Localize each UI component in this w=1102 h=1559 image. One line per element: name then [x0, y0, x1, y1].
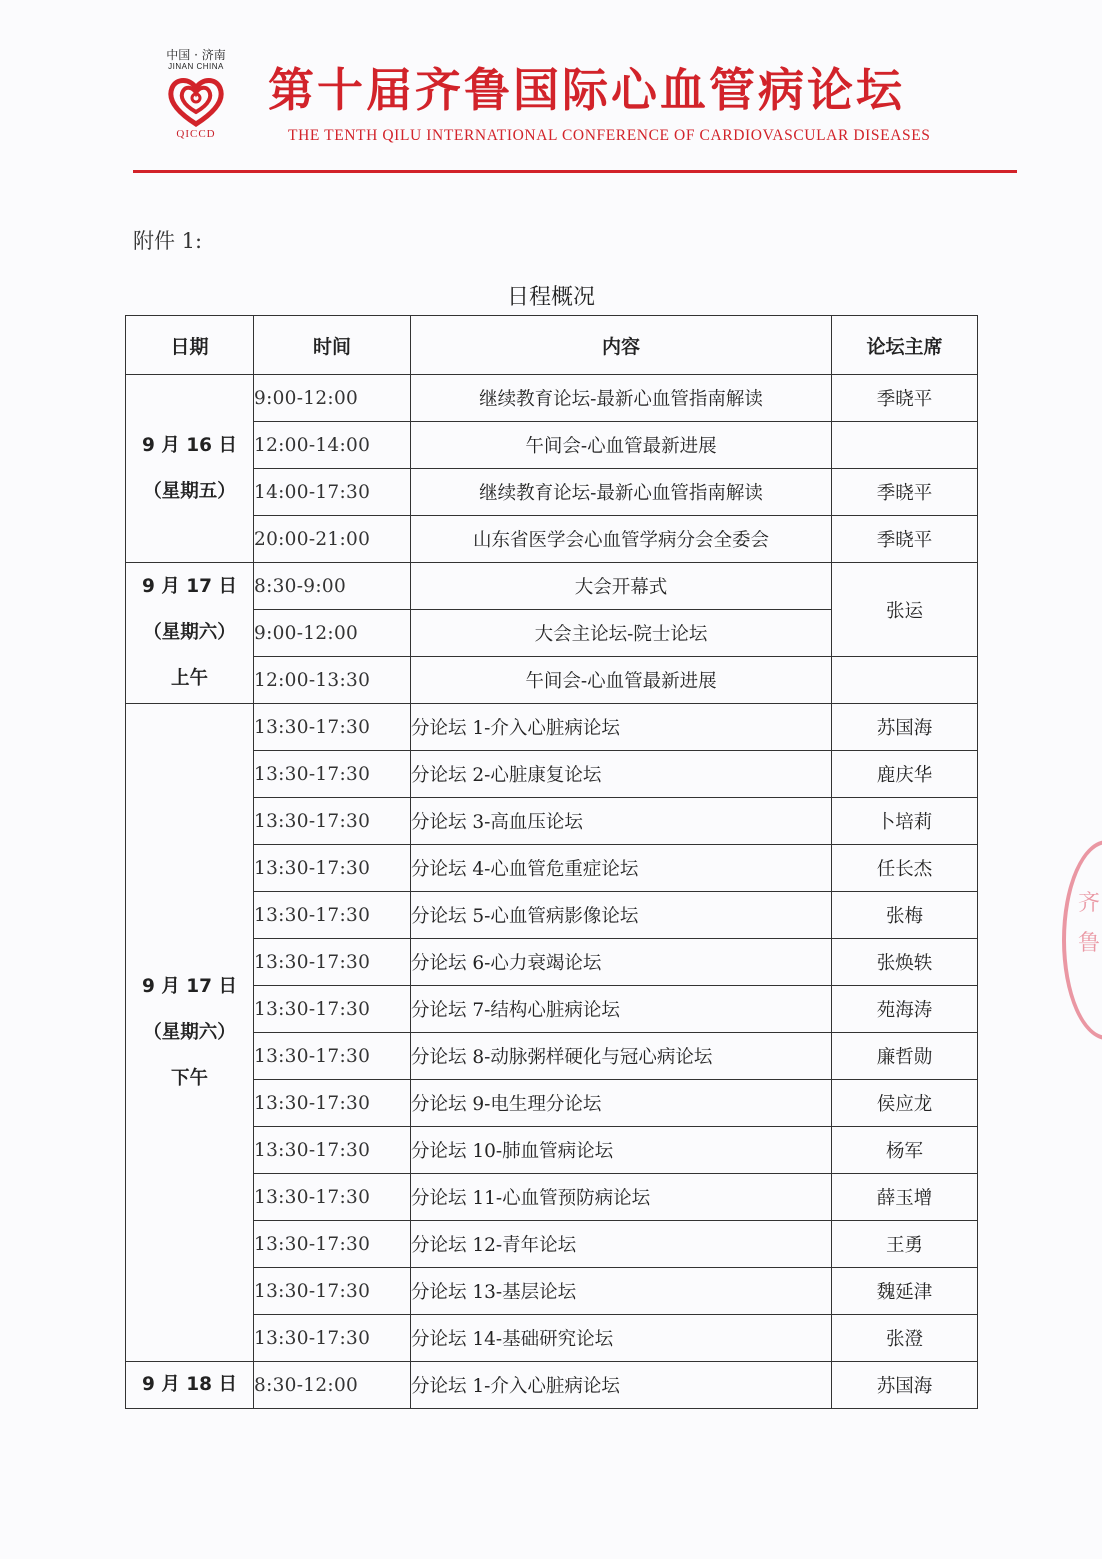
table-title: 日程概况 — [506, 285, 595, 310]
table-row — [126, 892, 978, 939]
chair-cell: 张焕轶 — [832, 939, 978, 986]
content-cell: 大会开幕式 — [411, 563, 832, 610]
chair-cell: 任长杰 — [832, 845, 978, 892]
date-cell-0916 — [126, 375, 254, 563]
time-cell: 13:30-17:30 — [254, 1174, 411, 1221]
conference-subtitle: THE TENTH QILU INTERNATIONAL CONFERENCE OF CARDIOVASCULAR DISEASES — [288, 127, 931, 144]
header-date: 日期 — [126, 316, 254, 375]
content-cell: 分论坛 1-介入心脏病论坛 — [411, 1362, 832, 1409]
date-cell-0918 — [126, 1362, 254, 1409]
time-cell: 13:30-17:30 — [254, 845, 411, 892]
content-cell: 继续教育论坛-最新心血管指南解读 — [411, 469, 832, 516]
date-line: 9 月 17 日 — [142, 576, 237, 597]
chair-cell: 苏国海 — [832, 1362, 978, 1409]
header-time: 时间 — [254, 316, 411, 375]
chair-cell: 张澄 — [832, 1315, 978, 1362]
content-cell: 分论坛 2-心脏康复论坛 — [411, 751, 832, 798]
content-cell: 分论坛 4-心血管危重症论坛 — [411, 845, 832, 892]
header-content: 内容 — [411, 316, 832, 375]
table-row — [126, 1174, 978, 1221]
table-row — [126, 563, 978, 610]
date-cell-0917-pm — [126, 704, 254, 1362]
content-cell: 分论坛 5-心血管病影像论坛 — [411, 892, 832, 939]
table-row — [126, 375, 978, 422]
chair-cell: 季晓平 — [832, 516, 978, 563]
table-row — [126, 1362, 978, 1409]
chair-cell: 鹿庆华 — [832, 751, 978, 798]
letterhead — [0, 0, 1102, 180]
content-cell: 分论坛 12-青年论坛 — [411, 1221, 832, 1268]
content-cell: 分论坛 14-基础研究论坛 — [411, 1315, 832, 1362]
table-row — [126, 986, 978, 1033]
table-row — [126, 1033, 978, 1080]
table-row — [126, 1080, 978, 1127]
time-cell: 8:30-9:00 — [254, 563, 411, 610]
chair-cell: 季晓平 — [832, 469, 978, 516]
header-divider — [133, 170, 1017, 173]
time-cell: 13:30-17:30 — [254, 704, 411, 751]
chair-cell — [832, 422, 978, 469]
content-cell: 分论坛 7-结构心脏病论坛 — [411, 986, 832, 1033]
table-row — [126, 939, 978, 986]
chair-cell: 杨军 — [832, 1127, 978, 1174]
chair-cell — [832, 657, 978, 704]
chair-cell: 薛玉增 — [832, 1174, 978, 1221]
weekday-line: （星期五） — [143, 480, 236, 502]
content-cell: 午间会-心血管最新进展 — [411, 657, 832, 704]
logo-abbr-text: QICCD — [176, 128, 216, 140]
time-cell: 13:30-17:30 — [254, 1268, 411, 1315]
time-cell: 8:30-12:00 — [254, 1362, 411, 1409]
header-chair: 论坛主席 — [832, 316, 978, 375]
content-cell: 分论坛 13-基层论坛 — [411, 1268, 832, 1315]
time-cell: 20:00-21:00 — [254, 516, 411, 563]
time-cell: 13:30-17:30 — [254, 1080, 411, 1127]
attachment-label: 附件 1: — [133, 229, 203, 253]
period-line: 上午 — [170, 668, 208, 689]
content-cell: 分论坛 1-介入心脏病论坛 — [411, 704, 832, 751]
chair-cell: 张运 — [832, 563, 978, 657]
time-cell: 13:30-17:30 — [254, 798, 411, 845]
conference-logo — [150, 48, 242, 140]
table-row — [126, 798, 978, 845]
content-cell: 分论坛 6-心力衰竭论坛 — [411, 939, 832, 986]
table-row — [126, 1315, 978, 1362]
table-row — [126, 516, 978, 563]
table-header-row — [126, 316, 978, 375]
chair-cell: 张梅 — [832, 892, 978, 939]
table-row — [126, 469, 978, 516]
content-cell: 继续教育论坛-最新心血管指南解读 — [411, 375, 832, 422]
chair-cell: 侯应龙 — [832, 1080, 978, 1127]
date-line: 9 月 16 日 — [142, 434, 237, 456]
conference-title: 第十届齐鲁国际心血管病论坛 — [268, 63, 905, 117]
table-row — [126, 1221, 978, 1268]
time-cell: 13:30-17:30 — [254, 892, 411, 939]
content-cell: 分论坛 11-心血管预防病论坛 — [411, 1174, 832, 1221]
schedule-table — [125, 315, 978, 1409]
time-cell: 13:30-17:30 — [254, 1221, 411, 1268]
time-cell: 13:30-17:30 — [254, 986, 411, 1033]
date-line: 9 月 17 日 — [142, 975, 237, 997]
logo-cn-text: 中国 · 济南 — [166, 48, 226, 62]
content-cell: 午间会-心血管最新进展 — [411, 422, 832, 469]
content-cell: 山东省医学会心血管学病分会全委会 — [411, 516, 832, 563]
time-cell: 12:00-13:30 — [254, 657, 411, 704]
table-row — [126, 704, 978, 751]
chair-cell: 卜培莉 — [832, 798, 978, 845]
time-cell: 13:30-17:30 — [254, 1315, 411, 1362]
time-cell: 13:30-17:30 — [254, 1127, 411, 1174]
table-row — [126, 751, 978, 798]
table-row — [126, 1127, 978, 1174]
chair-cell: 廉哲勋 — [832, 1033, 978, 1080]
table-row — [126, 1268, 978, 1315]
time-cell: 13:30-17:30 — [254, 939, 411, 986]
period-line: 下午 — [170, 1067, 208, 1089]
date-cell-0917-am — [126, 563, 254, 704]
chair-cell: 苏国海 — [832, 704, 978, 751]
table-row — [126, 657, 978, 704]
content-cell: 分论坛 9-电生理分论坛 — [411, 1080, 832, 1127]
red-seal-stamp: 齐 鲁 — [1062, 840, 1102, 1040]
time-cell: 9:00-12:00 — [254, 610, 411, 657]
content-cell: 分论坛 8-动脉粥样硬化与冠心病论坛 — [411, 1033, 832, 1080]
heart-logo-icon — [164, 74, 228, 130]
weekday-line: （星期六） — [143, 1021, 236, 1043]
time-cell: 13:30-17:30 — [254, 1033, 411, 1080]
chair-cell: 王勇 — [832, 1221, 978, 1268]
content-cell: 大会主论坛-院士论坛 — [411, 610, 832, 657]
time-cell: 13:30-17:30 — [254, 751, 411, 798]
date-line: 9 月 18 日 — [142, 1374, 237, 1395]
chair-cell: 苑海涛 — [832, 986, 978, 1033]
weekday-line: （星期六） — [143, 622, 236, 643]
time-cell: 14:00-17:30 — [254, 469, 411, 516]
content-cell: 分论坛 10-肺血管病论坛 — [411, 1127, 832, 1174]
table-row — [126, 422, 978, 469]
content-cell: 分论坛 3-高血压论坛 — [411, 798, 832, 845]
chair-cell: 季晓平 — [832, 375, 978, 422]
logo-en-text: JINAN CHINA — [168, 62, 224, 71]
chair-cell: 魏延津 — [832, 1268, 978, 1315]
table-row — [126, 845, 978, 892]
time-cell: 9:00-12:00 — [254, 375, 411, 422]
time-cell: 12:00-14:00 — [254, 422, 411, 469]
